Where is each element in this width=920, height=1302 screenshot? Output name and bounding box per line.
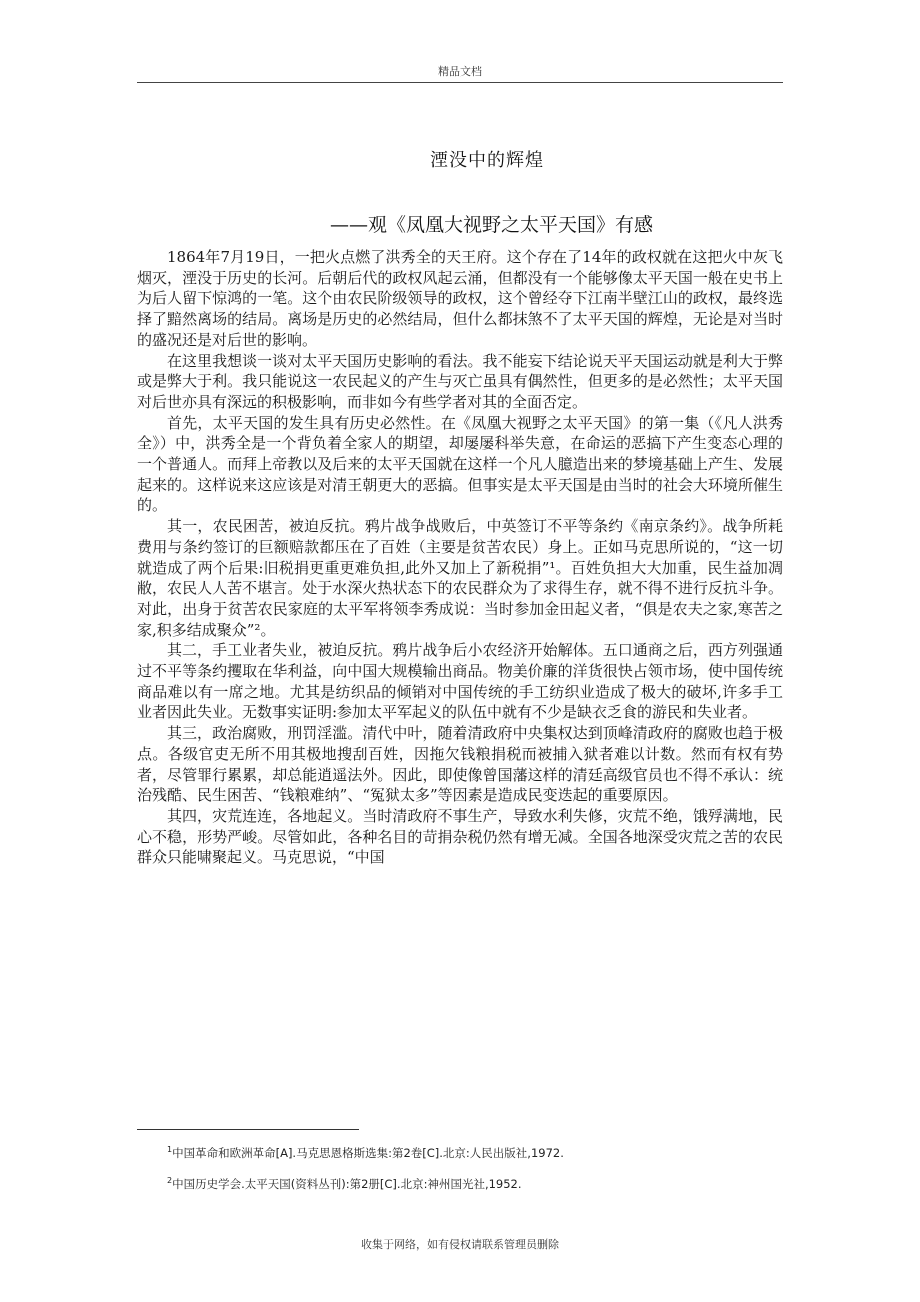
paragraph: 其一，农民困苦，被迫反抗。鸦片战争战败后，中英签订不平等条约《南京条约》。战争所耗费用与条约签订的巨额赔款都压在了百姓（主要是贫苦农民）身上。正如马克思所说的，“这一切就造成了两个后果:旧税捐更重更难负担,此外又加上了新税捐”¹。百姓负担大大加重，民生益加凋敝，农民人人苦不堪言。处于水深火热状态下的农民群众为了求得生存，就不得不进行反抗斗争。对此，出身于贫苦农民家庭的太平军将领李秀成说：当时参加金田起义者，“俱是农夫之家,寒苦之家,积多结成聚众”²。: [137, 517, 783, 639]
footnotes: [167, 1142, 787, 1204]
page-header: 精品文档: [438, 65, 482, 78]
header-rule: [137, 82, 783, 83]
document-subtitle: ——观《凤凰大视野之太平天国》有感: [330, 214, 654, 236]
footnote-marker: 1: [167, 1145, 173, 1154]
footnote-text: 中国历史学会.太平天国(资料丛刊):第2册[C].北京:神州国光社,1952.: [172, 1176, 522, 1191]
paragraph: 在这里我想谈一谈对太平天国历史影响的看法。我不能妄下结论说天平天国运动就是利大于弊或是弊大于利。我只能说这一农民起义的产生与灭亡虽具有偶然性，但更多的是必然性；太平天国对后世亦具有深远的积极影响，而非如今有些学者对其的全面否定。: [137, 351, 783, 411]
footnote-text: 中国革命和欧洲革命[A].马克思恩格斯选集:第2卷[C].北京:人民出版社,1972.: [172, 1145, 564, 1160]
document-title: 湮没中的辉煌: [430, 150, 544, 171]
footnote-1: [167, 1142, 787, 1161]
paragraph: 首先，太平天国的发生具有历史必然性。在《凤凰大视野之太平天国》的第一集（《凡人洪秀全》）中，洪秀全是一个背负着全家人的期望，却屡屡科举失意，在命运的恶搞下产生变态心理的一个普通人。而拜上帝教以及后来的太平天国就在这样一个凡人臆造出来的梦境基础上产生、发展起来的。这样说来这应该是对清王朝更大的恶搞。但事实是太平天国是由当时的社会大环境所催生的。: [137, 413, 783, 515]
paragraph: 其二，手工业者失业，被迫反抗。鸦片战争后小农经济开始解体。五口通商之后，西方列强通过不平等条约攫取在华利益，向中国大规模输出商品。物美价廉的洋货很快占领市场，使中国传统商品难以有一席之地。尤其是纺织品的倾销对中国传统的手工纺织业造成了极大的破坏,许多手工业者因此失业。无数事实证明:参加太平军起义的队伍中就有不少是缺衣乏食的游民和失业者。: [137, 641, 783, 722]
footnote-2: [167, 1173, 787, 1192]
article-body: [137, 247, 783, 868]
page-footer: 收集于网络，如有侵权请联系管理员删除: [361, 1238, 559, 1251]
paragraph: 其四，灾荒连连，各地起义。当时清政府不事生产，导致水利失修，灾荒不绝，饿殍满地，民心不稳，形势严峻。尽管如此，各种名目的苛捐杂税仍然有增无减。全国各地深受灾荒之苦的农民群众只能啸聚起义。马克思说，“中国: [137, 806, 783, 867]
footnote-marker: 2: [167, 1175, 173, 1185]
paragraph: 其三，政治腐败，刑罚淫滥。清代中叶，随着清政府中央集权达到顶峰清政府的腐败也趋于极点。各级官吏无所不用其极地搜刮百姓，因拖欠钱粮捐税而被捕入狱者难以计数。然而有权有势者，尽管罪行累累，却总能逍遥法外。因此，即使像曾国藩这样的清廷高级官员也不得不承认：统治残酷、民生困苦、“钱粮难纳”、“冤狱太多”等因素是造成民变迭起的重要原因。: [137, 724, 783, 805]
footnote-separator: [137, 1129, 359, 1130]
paragraph: 1864年7月19日，一把火点燃了洪秀全的天王府。这个存在了14年的政权就在这把火中灰飞烟灭，湮没于历史的长河。后朝后代的政权风起云涌，但都没有一个能够像太平天国一般在史书上为后人留下惊鸿的一笔。这个由农民阶级领导的政权，这个曾经夺下江南半壁江山的政权，最终选择了黯然离场的结局。离场是历史的必然结局，但什么都抹煞不了太平天国的辉煌，无论是对当时的盛况还是对后世的影响。: [137, 248, 783, 349]
